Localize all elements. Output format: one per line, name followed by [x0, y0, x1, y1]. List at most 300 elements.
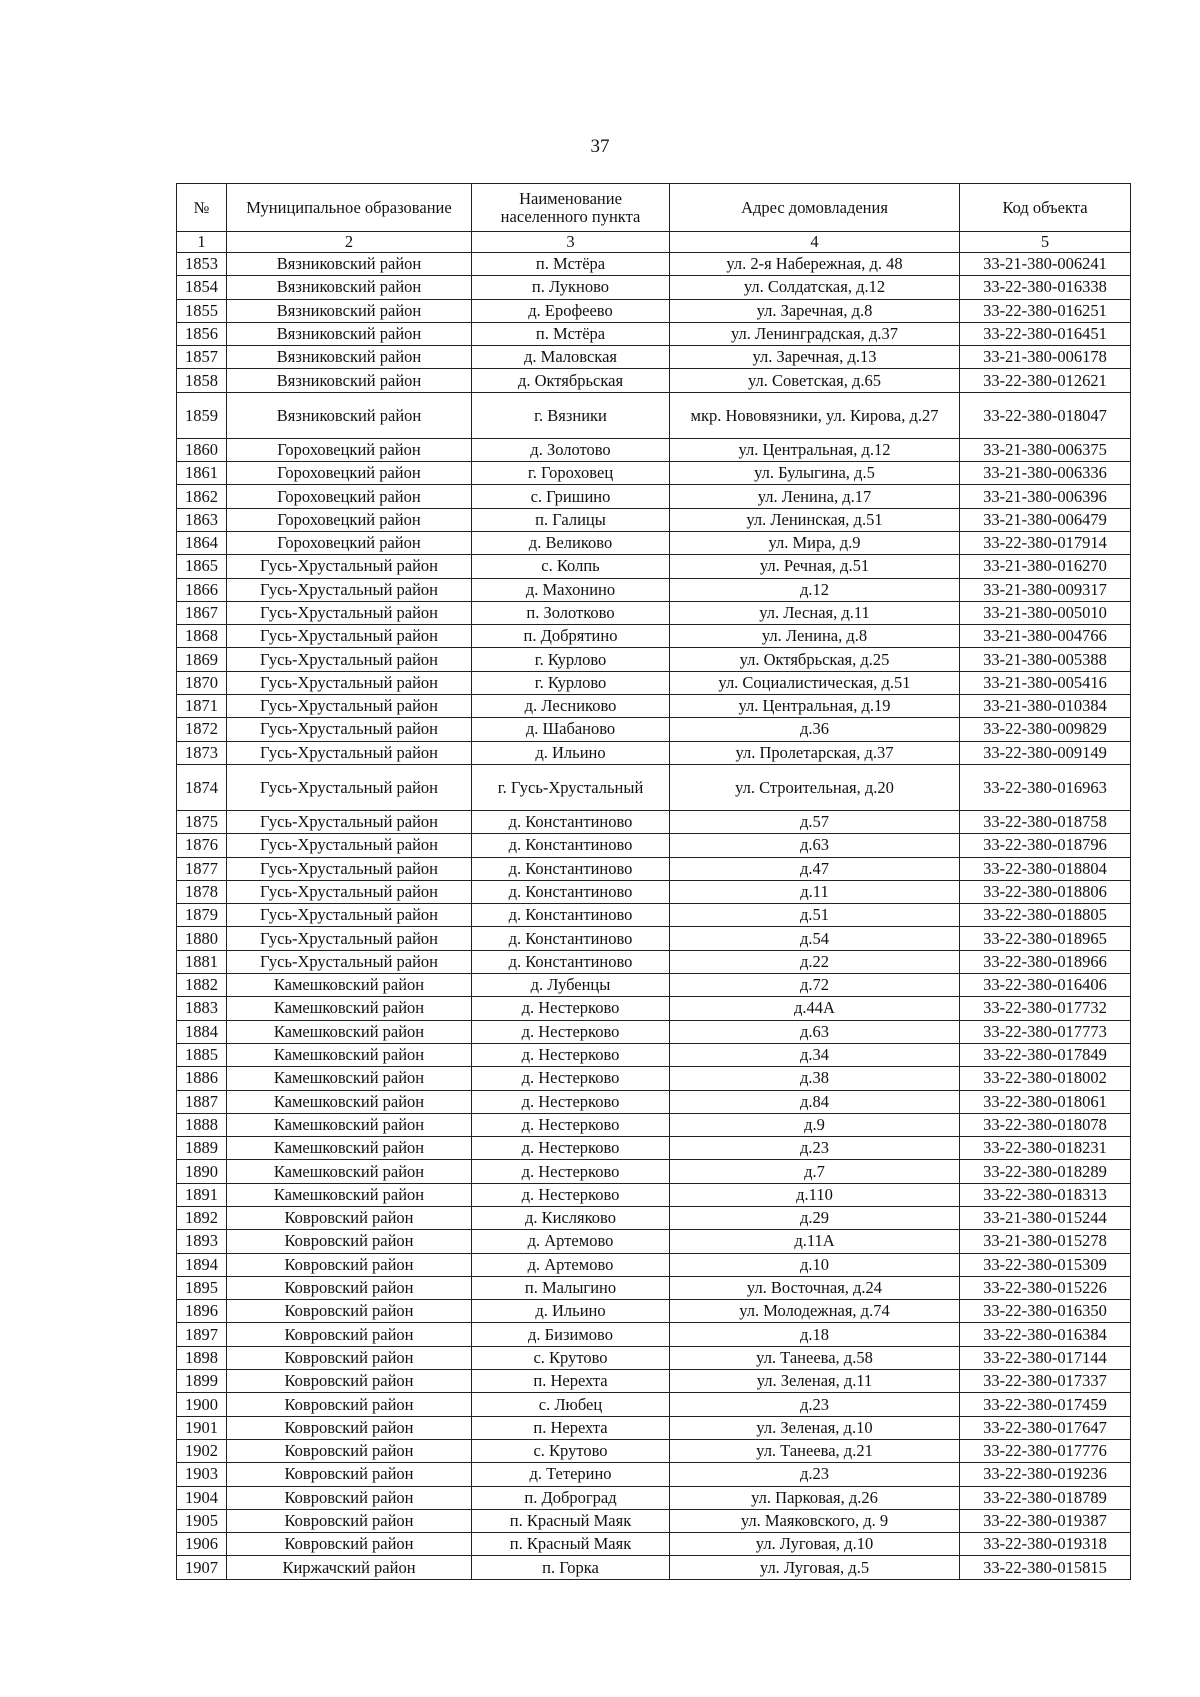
address-cell: ул. Зеленая, д.10 [670, 1416, 960, 1439]
row-number: 1862 [177, 485, 227, 508]
address-cell: д.10 [670, 1253, 960, 1276]
row-number: 1900 [177, 1393, 227, 1416]
settlement-cell: д. Ерофеево [472, 299, 670, 322]
address-cell: ул. Лесная, д.11 [670, 601, 960, 624]
header-address: Адрес домовладения [670, 184, 960, 232]
row-number: 1879 [177, 904, 227, 927]
settlement-cell: п. Мстёра [472, 322, 670, 345]
table-row [177, 834, 1131, 857]
object-code-cell: 33-22-380-019236 [960, 1463, 1131, 1486]
settlement-cell: д. Тетерино [472, 1463, 670, 1486]
object-code-cell: 33-21-380-006241 [960, 253, 1131, 276]
object-code-cell: 33-21-380-005416 [960, 671, 1131, 694]
row-number: 1906 [177, 1533, 227, 1556]
settlement-cell: д. Нестерково [472, 1160, 670, 1183]
settlement-cell: д. Золотово [472, 438, 670, 461]
settlement-cell: г. Гусь-Хрустальный [472, 764, 670, 810]
column-number: 4 [670, 232, 960, 253]
settlement-cell: г. Курлово [472, 648, 670, 671]
table-row [177, 950, 1131, 973]
page-number: 37 [590, 136, 610, 157]
municipality-cell: Гусь-Хрустальный район [227, 648, 472, 671]
address-cell: д.34 [670, 1043, 960, 1066]
column-number: 5 [960, 232, 1131, 253]
municipality-cell: Гусь-Хрустальный район [227, 834, 472, 857]
table-row [177, 974, 1131, 997]
table-row [177, 253, 1131, 276]
table-row [177, 1486, 1131, 1509]
municipality-cell: Вязниковский район [227, 346, 472, 369]
table-row [177, 1230, 1131, 1253]
address-cell: д.44А [670, 997, 960, 1020]
row-number: 1854 [177, 276, 227, 299]
address-cell: ул. Октябрьская, д.25 [670, 648, 960, 671]
row-number: 1893 [177, 1230, 227, 1253]
object-code-cell: 33-21-380-009317 [960, 578, 1131, 601]
row-number: 1907 [177, 1556, 227, 1579]
municipality-cell: Гусь-Хрустальный район [227, 764, 472, 810]
settlement-cell: д. Константиново [472, 834, 670, 857]
settlement-cell: д. Махонино [472, 578, 670, 601]
address-cell: д.54 [670, 927, 960, 950]
municipality-cell: Ковровский район [227, 1206, 472, 1229]
table-row [177, 1043, 1131, 1066]
settlement-cell: д. Константиново [472, 857, 670, 880]
address-cell: ул. Луговая, д.10 [670, 1533, 960, 1556]
row-number: 1889 [177, 1137, 227, 1160]
address-cell: ул. Молодежная, д.74 [670, 1300, 960, 1323]
object-code-cell: 33-22-380-017732 [960, 997, 1131, 1020]
municipality-cell: Гусь-Хрустальный район [227, 927, 472, 950]
row-number: 1853 [177, 253, 227, 276]
table-row [177, 810, 1131, 833]
municipality-cell: Вязниковский район [227, 322, 472, 345]
object-code-cell: 33-22-380-017773 [960, 1020, 1131, 1043]
settlement-cell: д. Нестерково [472, 1020, 670, 1043]
municipality-cell: Гусь-Хрустальный район [227, 718, 472, 741]
settlement-cell: п. Нерехта [472, 1416, 670, 1439]
municipality-cell: Ковровский район [227, 1370, 472, 1393]
address-cell: ул. Заречная, д.8 [670, 299, 960, 322]
municipality-cell: Киржачский район [227, 1556, 472, 1579]
object-code-cell: 33-21-380-016270 [960, 555, 1131, 578]
settlement-cell: д. Нестерково [472, 1043, 670, 1066]
table-row [177, 1509, 1131, 1532]
address-cell: ул. Солдатская, д.12 [670, 276, 960, 299]
table-row [177, 648, 1131, 671]
municipality-cell: Гороховецкий район [227, 438, 472, 461]
row-number: 1891 [177, 1183, 227, 1206]
column-number-row [177, 232, 1131, 253]
row-number: 1882 [177, 974, 227, 997]
row-number: 1863 [177, 508, 227, 531]
row-number: 1898 [177, 1346, 227, 1369]
settlement-cell: д. Константиново [472, 927, 670, 950]
address-cell: д.57 [670, 810, 960, 833]
table-row [177, 508, 1131, 531]
table-row [177, 438, 1131, 461]
municipality-cell: Гусь-Хрустальный район [227, 880, 472, 903]
row-number: 1883 [177, 997, 227, 1020]
address-cell: ул. Булыгина, д.5 [670, 462, 960, 485]
table-row [177, 578, 1131, 601]
object-code-cell: 33-22-380-016338 [960, 276, 1131, 299]
row-number: 1866 [177, 578, 227, 601]
row-number: 1887 [177, 1090, 227, 1113]
row-number: 1901 [177, 1416, 227, 1439]
address-cell: ул. Ленина, д.17 [670, 485, 960, 508]
row-number: 1904 [177, 1486, 227, 1509]
object-code-cell: 33-22-380-015309 [960, 1253, 1131, 1276]
municipality-cell: Ковровский район [227, 1509, 472, 1532]
municipality-cell: Гусь-Хрустальный район [227, 857, 472, 880]
municipality-cell: Ковровский район [227, 1253, 472, 1276]
header-municipality: Муниципальное образование [227, 184, 472, 232]
address-cell: д.72 [670, 974, 960, 997]
row-number: 1874 [177, 764, 227, 810]
header-object-code: Код объекта [960, 184, 1131, 232]
table-row [177, 1439, 1131, 1462]
municipality-cell: Камешковский район [227, 1090, 472, 1113]
municipality-cell: Ковровский район [227, 1416, 472, 1439]
address-cell: ул. Маяковского, д. 9 [670, 1509, 960, 1532]
settlement-cell: д. Ильино [472, 741, 670, 764]
address-cell: д.23 [670, 1137, 960, 1160]
address-cell: д.11 [670, 880, 960, 903]
row-number: 1858 [177, 369, 227, 392]
settlement-cell: п. Доброград [472, 1486, 670, 1509]
address-cell: д.22 [670, 950, 960, 973]
object-code-cell: 33-22-380-018965 [960, 927, 1131, 950]
municipality-cell: Вязниковский район [227, 392, 472, 438]
municipality-cell: Гороховецкий район [227, 462, 472, 485]
address-cell: д.29 [670, 1206, 960, 1229]
table-row [177, 671, 1131, 694]
object-code-cell: 33-22-380-018047 [960, 392, 1131, 438]
address-cell: ул. Центральная, д.12 [670, 438, 960, 461]
table-row [177, 1113, 1131, 1136]
municipality-cell: Гусь-Хрустальный район [227, 904, 472, 927]
municipality-cell: Вязниковский район [227, 299, 472, 322]
object-code-cell: 33-22-380-017647 [960, 1416, 1131, 1439]
municipality-cell: Гороховецкий район [227, 485, 472, 508]
object-code-cell: 33-22-380-018804 [960, 857, 1131, 880]
object-code-cell: 33-22-380-018796 [960, 834, 1131, 857]
table-row [177, 1556, 1131, 1579]
table-row [177, 1137, 1131, 1160]
municipality-cell: Гусь-Хрустальный район [227, 741, 472, 764]
settlement-cell: с. Крутово [472, 1346, 670, 1369]
municipality-cell: Гусь-Хрустальный район [227, 695, 472, 718]
address-cell: ул. Речная, д.51 [670, 555, 960, 578]
settlement-cell: д. Нестерково [472, 1090, 670, 1113]
address-cell: мкр. Нововязники, ул. Кирова, д.27 [670, 392, 960, 438]
object-code-cell: 33-21-380-005388 [960, 648, 1131, 671]
settlement-cell: д. Нестерково [472, 1183, 670, 1206]
settlement-cell: д. Нестерково [472, 1067, 670, 1090]
settlement-cell: п. Лукново [472, 276, 670, 299]
object-code-cell: 33-21-380-006479 [960, 508, 1131, 531]
table-row [177, 346, 1131, 369]
municipality-cell: Ковровский район [227, 1346, 472, 1369]
address-cell: ул. Танеева, д.58 [670, 1346, 960, 1369]
address-cell: ул. Центральная, д.19 [670, 695, 960, 718]
column-number: 1 [177, 232, 227, 253]
table-row [177, 1020, 1131, 1043]
row-number: 1857 [177, 346, 227, 369]
table-row [177, 1463, 1131, 1486]
settlement-cell: г. Гороховец [472, 462, 670, 485]
table-row [177, 904, 1131, 927]
object-code-cell: 33-22-380-017914 [960, 531, 1131, 554]
settlement-cell: д. Лесниково [472, 695, 670, 718]
settlement-cell: п. Горка [472, 1556, 670, 1579]
address-cell: ул. Восточная, д.24 [670, 1276, 960, 1299]
municipality-cell: Камешковский район [227, 1137, 472, 1160]
row-number: 1864 [177, 531, 227, 554]
row-number: 1905 [177, 1509, 227, 1532]
table-row [177, 764, 1131, 810]
address-cell: д.9 [670, 1113, 960, 1136]
settlement-cell: д. Артемово [472, 1253, 670, 1276]
municipality-cell: Камешковский район [227, 1067, 472, 1090]
object-code-cell: 33-22-380-018313 [960, 1183, 1131, 1206]
municipality-cell: Камешковский район [227, 974, 472, 997]
table-row [177, 601, 1131, 624]
row-number: 1878 [177, 880, 227, 903]
municipality-cell: Вязниковский район [227, 369, 472, 392]
settlement-cell: п. Добрятино [472, 625, 670, 648]
settlement-cell: д. Нестерково [472, 1113, 670, 1136]
row-number: 1886 [177, 1067, 227, 1090]
object-code-cell: 33-22-380-017144 [960, 1346, 1131, 1369]
address-cell: ул. Ленина, д.8 [670, 625, 960, 648]
header-settlement: Наименование населенного пункта [472, 184, 670, 232]
municipality-cell: Ковровский район [227, 1533, 472, 1556]
table-row [177, 857, 1131, 880]
municipality-cell: Ковровский район [227, 1463, 472, 1486]
municipality-cell: Ковровский район [227, 1276, 472, 1299]
object-code-cell: 33-22-380-016384 [960, 1323, 1131, 1346]
settlement-cell: д. Константиново [472, 810, 670, 833]
object-code-cell: 33-22-380-019318 [960, 1533, 1131, 1556]
object-code-cell: 33-21-380-004766 [960, 625, 1131, 648]
municipality-cell: Камешковский район [227, 997, 472, 1020]
row-number: 1861 [177, 462, 227, 485]
settlement-cell: п. Золотково [472, 601, 670, 624]
row-number: 1897 [177, 1323, 227, 1346]
object-code-cell: 33-22-380-016350 [960, 1300, 1131, 1323]
municipality-cell: Гусь-Хрустальный район [227, 625, 472, 648]
table-row [177, 276, 1131, 299]
municipality-cell: Гусь-Хрустальный район [227, 950, 472, 973]
table-row [177, 392, 1131, 438]
address-cell: д.84 [670, 1090, 960, 1113]
row-number: 1871 [177, 695, 227, 718]
object-code-cell: 33-21-380-006396 [960, 485, 1131, 508]
settlement-cell: п. Мстёра [472, 253, 670, 276]
header-number: № [177, 184, 227, 232]
settlement-cell: д. Константиново [472, 880, 670, 903]
object-code-cell: 33-22-380-018966 [960, 950, 1131, 973]
object-code-cell: 33-22-380-009829 [960, 718, 1131, 741]
object-code-cell: 33-22-380-015815 [960, 1556, 1131, 1579]
row-number: 1855 [177, 299, 227, 322]
object-code-cell: 33-21-380-015244 [960, 1206, 1131, 1229]
municipality-cell: Ковровский район [227, 1486, 472, 1509]
settlement-cell: п. Красный Маяк [472, 1509, 670, 1532]
address-cell: д.23 [670, 1463, 960, 1486]
settlement-cell: п. Галицы [472, 508, 670, 531]
object-code-cell: 33-22-380-018806 [960, 880, 1131, 903]
table-row [177, 1393, 1131, 1416]
object-code-cell: 33-22-380-012621 [960, 369, 1131, 392]
settlement-cell: д. Маловская [472, 346, 670, 369]
address-cell: д.12 [670, 578, 960, 601]
table-row [177, 485, 1131, 508]
table-header-row [177, 184, 1131, 232]
settlement-cell: с. Любец [472, 1393, 670, 1416]
object-code-cell: 33-22-380-018758 [960, 810, 1131, 833]
row-number: 1856 [177, 322, 227, 345]
object-code-cell: 33-22-380-016251 [960, 299, 1131, 322]
municipality-cell: Вязниковский район [227, 276, 472, 299]
row-number: 1894 [177, 1253, 227, 1276]
table-row [177, 1067, 1131, 1090]
municipality-cell: Камешковский район [227, 1043, 472, 1066]
object-code-cell: 33-21-380-010384 [960, 695, 1131, 718]
object-code-cell: 33-22-380-016406 [960, 974, 1131, 997]
municipality-cell: Камешковский район [227, 1183, 472, 1206]
settlement-cell: д. Лубенцы [472, 974, 670, 997]
row-number: 1899 [177, 1370, 227, 1393]
table-row [177, 322, 1131, 345]
object-code-cell: 33-22-380-018002 [960, 1067, 1131, 1090]
settlement-cell: д. Бизимово [472, 1323, 670, 1346]
address-cell: д.110 [670, 1183, 960, 1206]
address-cell: д.23 [670, 1393, 960, 1416]
settlement-cell: г. Вязники [472, 392, 670, 438]
row-number: 1885 [177, 1043, 227, 1066]
settlement-cell: д. Нестерково [472, 1137, 670, 1160]
table-row [177, 1533, 1131, 1556]
address-cell: ул. Парковая, д.26 [670, 1486, 960, 1509]
municipality-cell: Гусь-Хрустальный район [227, 578, 472, 601]
address-cell: д.7 [670, 1160, 960, 1183]
settlement-cell: д. Октябрьская [472, 369, 670, 392]
address-cell: ул. Ленинградская, д.37 [670, 322, 960, 345]
settlement-cell: г. Курлово [472, 671, 670, 694]
settlement-cell: д. Константиново [472, 904, 670, 927]
municipality-cell: Гусь-Хрустальный район [227, 671, 472, 694]
municipality-cell: Ковровский район [227, 1439, 472, 1462]
table-row [177, 1323, 1131, 1346]
table-row [177, 741, 1131, 764]
municipality-cell: Вязниковский район [227, 253, 472, 276]
row-number: 1868 [177, 625, 227, 648]
table-row [177, 1346, 1131, 1369]
object-code-cell: 33-22-380-009149 [960, 741, 1131, 764]
settlement-cell: д. Константиново [472, 950, 670, 973]
municipality-cell: Камешковский район [227, 1160, 472, 1183]
object-code-cell: 33-21-380-005010 [960, 601, 1131, 624]
settlement-cell: с. Крутово [472, 1439, 670, 1462]
address-cell: ул. Зеленая, д.11 [670, 1370, 960, 1393]
column-number: 2 [227, 232, 472, 253]
table-row [177, 1206, 1131, 1229]
settlement-cell: п. Нерехта [472, 1370, 670, 1393]
table-row [177, 462, 1131, 485]
row-number: 1869 [177, 648, 227, 671]
row-number: 1890 [177, 1160, 227, 1183]
address-cell: д.36 [670, 718, 960, 741]
row-number: 1895 [177, 1276, 227, 1299]
table-row [177, 555, 1131, 578]
address-cell: д.63 [670, 1020, 960, 1043]
table-row [177, 1276, 1131, 1299]
object-code-cell: 33-22-380-016963 [960, 764, 1131, 810]
column-number: 3 [472, 232, 670, 253]
row-number: 1877 [177, 857, 227, 880]
row-number: 1867 [177, 601, 227, 624]
row-number: 1902 [177, 1439, 227, 1462]
municipality-cell: Ковровский район [227, 1323, 472, 1346]
table-row [177, 1370, 1131, 1393]
settlement-cell: д. Великово [472, 531, 670, 554]
table-row [177, 1160, 1131, 1183]
address-cell: ул. 2-я Набережная, д. 48 [670, 253, 960, 276]
table-row [177, 880, 1131, 903]
row-number: 1873 [177, 741, 227, 764]
row-number: 1881 [177, 950, 227, 973]
object-code-cell: 33-22-380-018078 [960, 1113, 1131, 1136]
settlement-cell: п. Красный Маяк [472, 1533, 670, 1556]
table-row [177, 927, 1131, 950]
table-row [177, 1416, 1131, 1439]
table-row [177, 1300, 1131, 1323]
row-number: 1876 [177, 834, 227, 857]
address-cell: ул. Заречная, д.13 [670, 346, 960, 369]
municipality-cell: Гусь-Хрустальный район [227, 601, 472, 624]
address-cell: ул. Социалистическая, д.51 [670, 671, 960, 694]
row-number: 1865 [177, 555, 227, 578]
address-cell: ул. Строительная, д.20 [670, 764, 960, 810]
municipality-cell: Камешковский район [227, 1113, 472, 1136]
object-code-cell: 33-21-380-006375 [960, 438, 1131, 461]
row-number: 1872 [177, 718, 227, 741]
address-cell: д.38 [670, 1067, 960, 1090]
municipality-cell: Ковровский район [227, 1230, 472, 1253]
address-cell: ул. Мира, д.9 [670, 531, 960, 554]
object-code-cell: 33-22-380-018789 [960, 1486, 1131, 1509]
registry-table [176, 183, 1131, 1580]
row-number: 1892 [177, 1206, 227, 1229]
address-cell: ул. Танеева, д.21 [670, 1439, 960, 1462]
object-code-cell: 33-22-380-019387 [960, 1509, 1131, 1532]
row-number: 1875 [177, 810, 227, 833]
row-number: 1888 [177, 1113, 227, 1136]
settlement-cell: д. Нестерково [472, 997, 670, 1020]
address-cell: д.51 [670, 904, 960, 927]
table-body [177, 253, 1131, 1580]
row-number: 1870 [177, 671, 227, 694]
address-cell: д.63 [670, 834, 960, 857]
settlement-cell: п. Малыгино [472, 1276, 670, 1299]
object-code-cell: 33-22-380-017849 [960, 1043, 1131, 1066]
address-cell: д.18 [670, 1323, 960, 1346]
object-code-cell: 33-22-380-016451 [960, 322, 1131, 345]
municipality-cell: Гусь-Хрустальный район [227, 555, 472, 578]
